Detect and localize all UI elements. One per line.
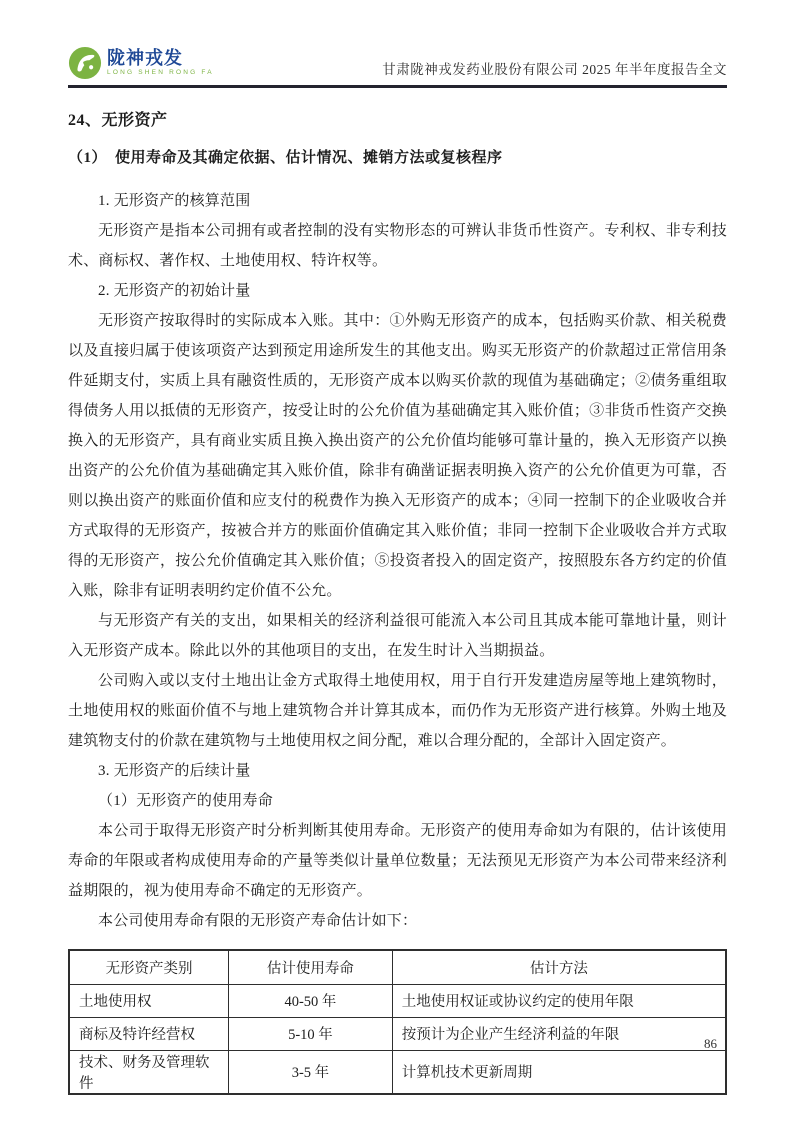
body-text bbox=[68, 186, 727, 936]
table-row-trademark bbox=[69, 1017, 726, 1050]
table-cell-asset-type: 技术、财务及管理软件 bbox=[69, 1050, 229, 1094]
paragraph-table-intro: 本公司使用寿命有限的无形资产寿命估计如下： bbox=[98, 913, 418, 929]
table-row-land-use-right bbox=[69, 984, 726, 1017]
brand-name-cn: 陇神戎发 bbox=[107, 48, 183, 69]
page-number: 86 bbox=[704, 1036, 717, 1051]
paragraph-subsequent-measurement-heading: 3. 无形资产的后续计量 bbox=[98, 763, 251, 779]
table-cell-useful-life: 40-50 年 bbox=[229, 984, 393, 1017]
paragraph-accounting-scope-heading: 1. 无形资产的核算范围 bbox=[98, 193, 251, 209]
table-cell-asset-type: 土地使用权 bbox=[69, 984, 229, 1017]
paragraph-related-expenditure: 与无形资产有关的支出，如果相关的经济利益很可能流入本公司且其成本能可靠地计量，则计入无形资产成本。除此以外的其他项目的支出，在发生时计入当期损益。 bbox=[68, 613, 727, 659]
company-logo bbox=[68, 46, 214, 80]
paragraph-useful-life-heading: （1）无形资产的使用寿命 bbox=[98, 793, 273, 809]
table-header-useful-life: 估计使用寿命 bbox=[229, 950, 393, 984]
paragraph-accounting-scope: 无形资产是指本公司拥有或者控制的没有实物形态的可辨认非货币性资产。专利权、非专利技术、商标权、著作权、土地使用权、特许权等。 bbox=[68, 223, 727, 269]
page-header bbox=[68, 0, 727, 88]
logo-text bbox=[107, 49, 214, 77]
subsection-title: （1） 使用寿命及其确定依据、估计情况、摊销方法或复核程序 bbox=[68, 150, 503, 166]
table-cell-estimate-method: 按预计为企业产生经济利益的年限 bbox=[392, 1017, 726, 1050]
page-content bbox=[68, 109, 727, 1095]
brand-name-en: LONG SHEN RONG FA bbox=[107, 69, 214, 77]
table-cell-estimate-method: 土地使用权证或协议约定的使用年限 bbox=[392, 984, 726, 1017]
document-title: 甘肃陇神戎发药业股份有限公司 2025 年半年度报告全文 bbox=[382, 62, 727, 77]
paragraph-land-use-right: 公司购入或以支付土地出让金方式取得土地使用权，用于自行开发建造房屋等地上建筑物时，土地使用权的账面价值不与地上建筑物合并计算其成本，而仍作为无形资产进行核算。外购土地及建筑物支付的价款在建筑物与土地使用权之间分配，难以合理分配的，全部计入固定资产。 bbox=[68, 673, 727, 749]
section-title: 24、无形资产 bbox=[68, 112, 168, 129]
table-header-asset-type: 无形资产类别 bbox=[69, 950, 229, 984]
table-cell-useful-life: 5-10 年 bbox=[229, 1017, 393, 1050]
paragraph-useful-life: 本公司于取得无形资产时分析判断其使用寿命。无形资产的使用寿命如为有限的，估计该使用寿命的年限或者构成使用寿命的产量等类似计量单位数量；无法预见无形资产为本公司带来经济利益期限的，视为使用寿命不确定的无形资产。 bbox=[68, 823, 727, 899]
table-header-estimate-method: 估计方法 bbox=[392, 950, 726, 984]
table-cell-estimate-method: 计算机技术更新周期 bbox=[392, 1050, 726, 1094]
table-header-row bbox=[69, 950, 726, 984]
table-row-software bbox=[69, 1050, 726, 1094]
table-cell-useful-life: 3-5 年 bbox=[229, 1050, 393, 1094]
paragraph-initial-measurement-heading: 2. 无形资产的初始计量 bbox=[98, 283, 251, 299]
table-cell-asset-type: 商标及特许经营权 bbox=[69, 1017, 229, 1050]
paragraph-initial-measurement: 无形资产按取得时的实际成本入账。其中：①外购无形资产的成本，包括购买价款、相关税费以及直接归属于使该项资产达到预定用途所发生的其他支出。购买无形资产的价款超过正常信用条件延期支付，实质上具有融资性质的，无形资产成本以购买价款的现值为基础确定；②债务重组取得债务人用以抵债的无形资产，按受让时的公允价值为基础确定其入账价值；③非货币性资产交换换入的无形资产，具有商业实质且换入换出资产的公允价值均能够可靠计量的，换入无形资产以换出资产的公允价值为基础确定其入账价值，除非有确凿证据表明换入资产的公允价值更为可靠，否则以换出资产的账面价值和应支付的税费作为换入无形资产的成本；④同一控制下的企业吸收合并方式取得的无形资产，按被合并方的账面价值确定其入账价值；非同一控制下企业吸收合并方式取得的无形资产，按公允价值确定其入账价值；⑤投资者投入的固定资产，按照股东各方约定的价值入账，除非有证明表明约定价值不公允。 bbox=[68, 313, 727, 599]
logo-icon bbox=[68, 46, 102, 80]
intangible-assets-table bbox=[68, 949, 727, 1095]
